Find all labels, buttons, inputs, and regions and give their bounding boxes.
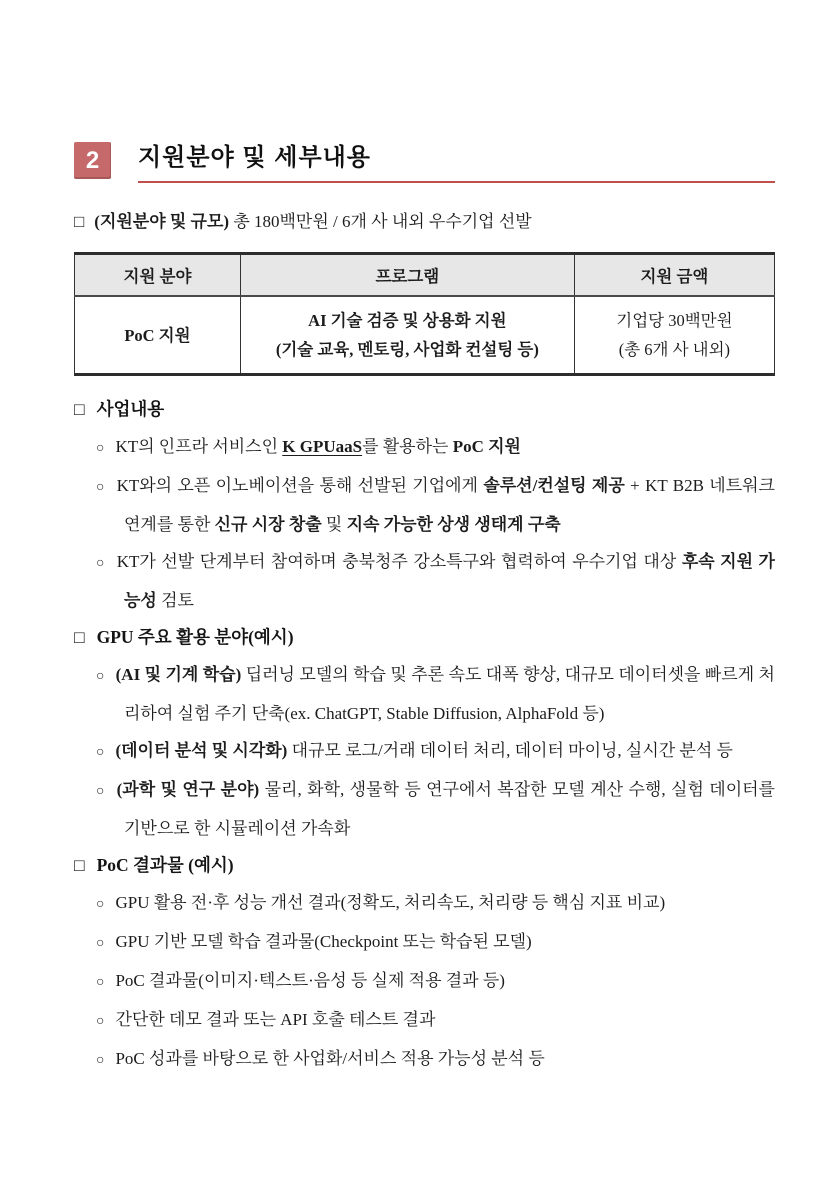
text-segment: 딥러닝 모델의 학습 및 추론 속도 대폭 향상, 대규모 데이터셋을 빠르게 처리하여 실험 주기 단축(ex. ChatGPT, Stable Diffusion, AlphaFold 등) (124, 665, 775, 723)
amount-line-1: 기업당 30백만원 (616, 311, 733, 330)
text-segment: (지원분야 및 규모) (94, 212, 230, 231)
section (74, 847, 775, 1079)
list-item (74, 428, 775, 467)
text-segment: GPU 활용 전·후 성능 개선 결과(정확도, 처리속도, 처리량 등 핵심 지표 비교) (115, 893, 666, 912)
intro-line (74, 203, 775, 240)
square-marker-icon: □ (74, 627, 85, 647)
list-item (74, 1001, 775, 1040)
text-segment: 신규 시장 창출 (214, 515, 322, 534)
text-segment: 솔루션/컨설팅 제공 (483, 476, 625, 495)
text-segment: GPU 기반 모델 학습 결과물(Checkpoint 또는 학습된 모델) (115, 932, 532, 951)
list-item (74, 1040, 775, 1079)
list-item (74, 923, 775, 962)
table-header-amount: 지원 금액 (574, 254, 774, 297)
section-number-badge: 2 (74, 142, 111, 179)
section-title (74, 391, 775, 428)
list-item (74, 467, 775, 543)
text-segment: 간단한 데모 결과 또는 API 호출 테스트 결과 (115, 1010, 436, 1029)
circle-bullet-icon: ○ (96, 1014, 105, 1029)
circle-bullet-icon: ○ (96, 745, 105, 760)
text-segment: 물리, 화학, 생물학 등 연구에서 복잡한 모델 계산 수행, 실험 데이터를 기반으로 한 시뮬레이션 가속화 (124, 780, 775, 838)
text-segment: 대규모 로그/거래 데이터 처리, 데이터 마이닝, 실시간 분석 등 (287, 741, 733, 760)
circle-bullet-icon: ○ (96, 480, 106, 495)
sections-container (74, 391, 775, 1079)
text-segment: KT와의 오픈 이노베이션을 통해 선발된 기업에게 (116, 476, 484, 495)
table-header-row (75, 254, 775, 297)
list-item (74, 771, 775, 847)
text-segment: 를 활용하는 (362, 437, 453, 456)
list-item (74, 732, 775, 771)
text-segment: KT가 선발 단계부터 참여하며 충북청주 강소특구와 협력하여 우수기업 대상 (116, 552, 682, 571)
circle-bullet-icon: ○ (96, 784, 106, 799)
intro-text (94, 212, 531, 231)
circle-bullet-icon: ○ (96, 975, 105, 990)
text-segment: (AI 및 기계 학습) (115, 665, 242, 684)
list-item (74, 656, 775, 732)
square-marker-icon: □ (74, 212, 85, 231)
list-item (74, 543, 775, 619)
table-cell-program (240, 296, 574, 375)
text-segment: K GPUaaS (282, 437, 363, 456)
section-heading (74, 142, 775, 183)
list-item (74, 884, 775, 923)
square-marker-icon: □ (74, 399, 85, 419)
section-title-text: PoC 결과물 (예시) (96, 855, 234, 875)
program-line-1: AI 기술 검증 및 상용화 지원 (308, 311, 507, 330)
program-line-2: (기술 교육, 멘토링, 사업화 컨설팅 등) (275, 340, 539, 359)
section-title-text: GPU 주요 활용 분야(예시) (96, 627, 294, 647)
table-header-program: 프로그램 (240, 254, 574, 297)
circle-bullet-icon: ○ (96, 441, 105, 456)
title-underline (138, 142, 775, 183)
table-cell-amount (574, 296, 774, 375)
circle-bullet-icon: ○ (96, 1053, 105, 1068)
table-cell-field: PoC 지원 (75, 296, 241, 375)
table-header-field: 지원 분야 (75, 254, 241, 297)
square-marker-icon: □ (74, 855, 85, 875)
section-title (74, 619, 775, 656)
circle-bullet-icon: ○ (96, 897, 105, 912)
amount-line-2: (총 6개 사 내외) (618, 340, 731, 359)
text-segment: 후속 지원 가능성 (124, 552, 775, 610)
text-segment: (데이터 분석 및 시각화) (115, 741, 288, 760)
text-segment: (과학 및 연구 분야) (116, 780, 260, 799)
section (74, 391, 775, 619)
text-segment: 및 (321, 515, 347, 534)
section-title-text: 사업내용 (96, 399, 165, 419)
text-segment: 검토 (156, 591, 194, 610)
circle-bullet-icon: ○ (96, 669, 105, 684)
section-title (74, 847, 775, 884)
circle-bullet-icon: ○ (96, 556, 106, 571)
text-segment: PoC 성과를 바탕으로 한 사업화/서비스 적용 가능성 분석 등 (115, 1049, 545, 1068)
text-segment: 지속 가능한 상생 생태계 구축 (346, 515, 561, 534)
list-item (74, 962, 775, 1001)
text-segment: PoC 지원 (452, 437, 521, 456)
text-segment: 총 180백만원 / 6개 사 내외 우수기업 선발 (229, 212, 532, 231)
page-title: 지원분야 및 세부내용 (138, 144, 371, 171)
text-segment: PoC 결과물(이미지·텍스트·음성 등 실제 적용 결과 등) (115, 971, 505, 990)
text-segment: + KT B2B 네트워크 연계를 통한 (124, 476, 775, 534)
table-row (75, 296, 775, 375)
support-table (74, 252, 775, 376)
text-segment: KT의 인프라 서비스인 (115, 437, 283, 456)
section (74, 619, 775, 847)
circle-bullet-icon: ○ (96, 936, 105, 951)
